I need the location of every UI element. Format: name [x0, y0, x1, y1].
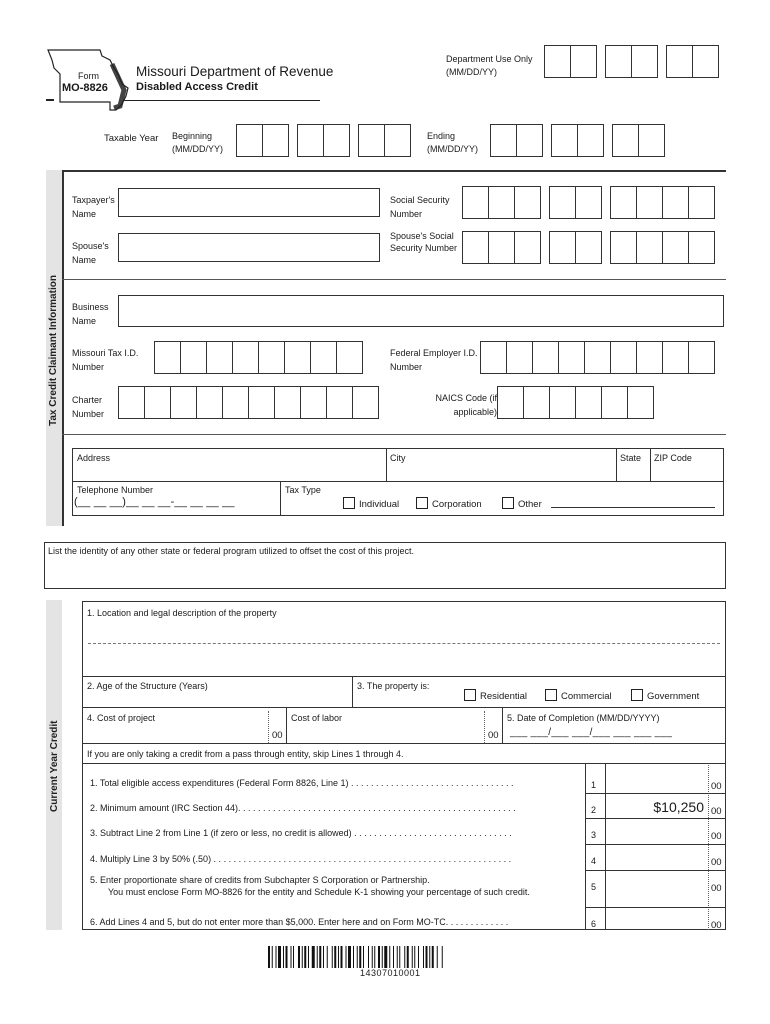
other-checkbox[interactable]	[502, 497, 514, 509]
zip-field[interactable]	[652, 464, 722, 480]
line-4-cents: 00	[711, 857, 722, 868]
q2-label: 2. Age of the Structure (Years)	[87, 681, 208, 691]
address-city-divider	[386, 448, 387, 481]
spouse-ssn-cells[interactable]	[462, 231, 714, 264]
other-label: Other	[518, 499, 542, 510]
line-6-text: 6. Add Lines 4 and 5, but do not enter more than $5,000. Enter here and on Form MO-TC. . . . . . . . . . . . .	[90, 917, 509, 927]
residential-checkbox[interactable]	[464, 689, 476, 701]
corporation-checkbox[interactable]	[416, 497, 428, 509]
spouse-name-label: Spouse's Name	[72, 241, 109, 265]
line-1-text: 1. Total eligible access expenditures (Federal Form 8826, Line 1) . . . . . . . . . . . . . . . . . . . . . . . . . . . . . . . . .	[90, 778, 514, 788]
address-label: Address	[77, 453, 111, 463]
taxable-year-label: Taxable Year	[104, 133, 159, 144]
tax-type-label: Tax Type	[285, 485, 321, 495]
claimant-top-rule	[62, 170, 726, 172]
q2-q3-divider	[352, 677, 353, 707]
address-row-divider	[72, 481, 724, 482]
government-label: Government	[647, 691, 700, 702]
beginning-format: (MM/DD/YY)	[172, 144, 223, 154]
city-label: City	[390, 453, 406, 463]
naics-label: NAICS Code (if applicable)	[435, 393, 497, 417]
tax-type-other[interactable]	[502, 497, 542, 510]
line-num-col-left	[585, 763, 586, 930]
structure-age-field[interactable]	[86, 692, 350, 706]
line-1-divider	[585, 793, 726, 794]
line-2-number: 2	[591, 805, 597, 815]
property-commercial[interactable]	[545, 689, 612, 702]
line-3-divider	[585, 844, 726, 845]
commercial-checkbox[interactable]	[545, 689, 557, 701]
taxpayer-name-label: Taxpayer's Name	[72, 195, 115, 219]
completion-date-field[interactable]: ___ ___/___ ___/___ ___ ___ ___	[510, 727, 673, 738]
telephone-field[interactable]: (__ __ __)__ __ __-__ __ __ __	[74, 496, 235, 508]
city-state-divider	[616, 448, 617, 481]
beginning-date-cells[interactable]	[236, 124, 410, 157]
line-1-amount[interactable]	[608, 774, 704, 792]
other-specify-line[interactable]	[551, 507, 715, 508]
line-4-text: 4. Multiply Line 3 by 50% (.50) . . . . . . . . . . . . . . . . . . . . . . . . . . . . . . . . . . . . . . . . . . . . . . . . . . . . . . . . . . . .	[90, 854, 512, 864]
fein-label: Federal Employer I.D. Number	[390, 348, 478, 372]
q1-label: 1. Location and legal description of the property	[87, 608, 277, 618]
line-1-number: 1	[591, 780, 597, 790]
barcode	[268, 946, 506, 968]
line-2-text: 2. Minimum amount (IRC Section 44). . . . . . . . . . . . . . . . . . . . . . . . . . . . . . . . . . . . . . . . . . . . . . . . . . . . . . . .	[90, 803, 516, 813]
line-5-divider	[585, 907, 726, 908]
title-underline	[124, 100, 320, 101]
q4-label: 4. Cost of project	[87, 713, 156, 723]
q3-label: 3. The property is:	[357, 681, 430, 691]
labor-cents: 00	[488, 730, 499, 741]
line-6-cents: 00	[711, 920, 722, 931]
business-name-field[interactable]	[118, 295, 724, 327]
line-1-cents: 00	[711, 781, 722, 792]
ssn-label: Social Security Number	[390, 195, 450, 219]
cost-labor-label: Cost of labor	[291, 713, 343, 723]
line-3-number: 3	[591, 830, 597, 840]
zip-label: ZIP Code	[654, 453, 692, 463]
pass-through-rule	[82, 763, 726, 764]
telephone-label: Telephone Number	[77, 485, 154, 495]
q4-cents-divider	[268, 711, 269, 743]
program-identity-label: List the identity of any other state or federal program utilized to offset the cost of this project.	[48, 546, 415, 556]
project-cost-field[interactable]	[86, 726, 266, 742]
form-number: MO-8826	[62, 82, 108, 94]
naics-cells[interactable]	[497, 386, 653, 419]
q1-dashed-line[interactable]	[88, 643, 720, 644]
line-6-number: 6	[591, 919, 597, 929]
line-2-cents: 00	[711, 806, 722, 817]
taxpayer-name-field[interactable]	[118, 188, 380, 217]
q3-bottom-rule	[82, 707, 726, 708]
claimant-side-label: Tax Credit Claimant Information	[48, 275, 59, 426]
beginning-label: Beginning	[172, 131, 213, 141]
line-4-number: 4	[591, 856, 597, 866]
dept-use-date-cells	[544, 45, 718, 78]
mo-tax-id-cells[interactable]	[154, 341, 362, 374]
property-government[interactable]	[631, 689, 699, 702]
line-num-col-right	[605, 763, 606, 930]
claimant-divider-1	[62, 279, 726, 280]
line-4-divider	[585, 870, 726, 871]
tax-type-individual[interactable]	[343, 497, 399, 510]
pass-through-note: If you are only taking a credit from a pass through entity, skip Lines 1 through 4.	[87, 749, 404, 759]
q4-bottom-rule	[82, 743, 726, 744]
state-field[interactable]	[618, 464, 648, 480]
spouse-ssn-label: Spouse's Social Security Number	[390, 231, 458, 253]
form-title: Disabled Access Credit	[136, 81, 258, 93]
dept-use-format: (MM/DD/YY)	[446, 67, 497, 77]
dept-use-label: Department Use Only	[446, 54, 533, 64]
labor-cents-divider	[484, 711, 485, 743]
property-residential[interactable]	[464, 689, 527, 702]
line-3-text: 3. Subtract Line 2 from Line 1 (if zero or less, no credit is allowed) . . . . . . . . . . . . . . . . . . . . . . . . . . . . . . . .	[90, 828, 512, 838]
q1-bottom-rule	[82, 676, 726, 677]
charter-label: Charter Number	[72, 395, 105, 419]
corporation-label: Corporation	[432, 499, 482, 510]
tax-type-corporation[interactable]	[416, 497, 482, 510]
form-dash	[46, 99, 54, 101]
line-2-divider	[585, 818, 726, 819]
business-name-label: Business Name	[72, 302, 109, 326]
agency-name: Missouri Department of Revenue	[136, 64, 334, 79]
phone-taxtype-divider	[280, 481, 281, 516]
city-field[interactable]	[388, 464, 614, 480]
line-5-text: 5. Enter proportionate share of credits from Subchapter S Corporation or Partnership.	[90, 875, 430, 885]
line-4-amount[interactable]	[608, 850, 704, 868]
ending-format: (MM/DD/YY)	[427, 144, 478, 154]
q4-cents: 00	[272, 730, 283, 741]
individual-checkbox[interactable]	[343, 497, 355, 509]
address-field[interactable]	[74, 464, 384, 480]
spouse-name-field[interactable]	[118, 233, 380, 262]
claimant-divider-2	[62, 434, 726, 435]
line-5-amount[interactable]	[608, 876, 704, 894]
labor-cost-field[interactable]	[290, 726, 480, 742]
fein-cells[interactable]	[480, 341, 714, 374]
line-5-cents: 00	[711, 883, 722, 894]
line-6-amount[interactable]	[608, 913, 704, 931]
state-zip-divider	[650, 448, 651, 481]
ssn-cells[interactable]	[462, 186, 714, 219]
line-5-number: 5	[591, 882, 597, 892]
q5-divider	[502, 708, 503, 743]
commercial-label: Commercial	[561, 691, 612, 702]
cost-labor-divider	[286, 708, 287, 743]
barcode-number: 14307010001	[360, 968, 421, 978]
ending-date-cells[interactable]	[490, 124, 664, 157]
charter-cells[interactable]	[118, 386, 378, 419]
mo-tax-id-label: Missouri Tax I.D. Number	[72, 348, 139, 372]
form-word: Form	[78, 71, 99, 81]
individual-label: Individual	[359, 499, 400, 510]
ending-label: Ending	[427, 131, 456, 141]
amount-cents-divider	[708, 765, 709, 930]
line-5-text-2: You must enclose Form MO-8826 for the entity and Schedule K-1 showing your percentage of such credit.	[108, 887, 530, 897]
current-side-label: Current Year Credit	[49, 720, 60, 812]
government-checkbox[interactable]	[631, 689, 643, 701]
line-2-amount[interactable]: $10,250	[653, 799, 704, 815]
line-3-amount[interactable]	[608, 824, 704, 842]
state-label: State	[620, 453, 642, 463]
line-3-cents: 00	[711, 831, 722, 842]
q5-label: 5. Date of Completion (MM/DD/YYYY)	[507, 713, 660, 723]
residential-label: Residential	[480, 691, 527, 702]
claimant-left-rule	[62, 170, 64, 526]
